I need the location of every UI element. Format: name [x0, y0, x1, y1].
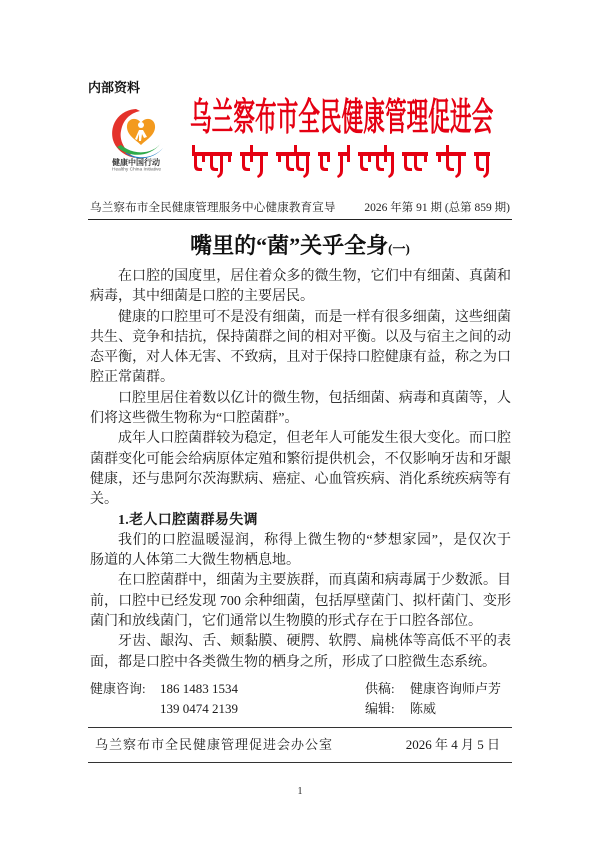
paragraph-line: 态平衡，对人体无害、不致病，且对于保持口腔健康有益，称之为口	[90, 350, 511, 366]
consult-phone-1: 186 1483 1534	[160, 681, 238, 696]
article-title-text: 嘴里的“菌”关乎全身	[190, 233, 389, 258]
section-heading-text: 1.老人口腔菌群易失调	[118, 512, 258, 528]
publication-info-row	[90, 200, 510, 216]
masthead-divider	[88, 219, 512, 220]
paragraph-line: 在口腔的国度里，居住着众多的微生物，它们中有细菌、真菌和	[118, 269, 511, 284]
paragraph-line: 肠道的人体第二大微生物栖息地。	[90, 553, 300, 569]
logo-caption-cn: 健康中国行动	[112, 158, 160, 167]
consult-phone-2: 139 0474 2139	[160, 701, 238, 716]
paragraph	[90, 429, 511, 510]
section-heading	[90, 511, 511, 531]
contributor-name: 健康咨询师卢芳	[410, 681, 502, 696]
paragraph-line: 们将这些微生物称为“口腔菌群”。	[90, 411, 299, 427]
paragraph-line: 菌群变化可能会给病原体定殖和繁衍提供机会，不仅影响牙齿和牙龈	[90, 451, 511, 467]
paragraph	[90, 308, 511, 389]
paragraph-line: 关。	[90, 492, 118, 508]
footer-office: 乌兰察布市全民健康管理促进会办公室	[95, 737, 334, 752]
article-title	[0, 233, 600, 262]
paragraph	[90, 571, 511, 632]
paragraph	[90, 389, 511, 430]
page-number: 1	[297, 786, 303, 797]
footer-row	[95, 736, 500, 754]
article-part-label: (一)	[388, 241, 410, 256]
footer-top-rule	[88, 727, 512, 728]
paragraph	[90, 632, 511, 673]
paragraph-line: 成年人口腔菌群较为稳定，但老年人可能发生很大变化。而口腔	[118, 431, 511, 447]
paragraph-line: 病毒，其中细菌是口腔的主要居民。	[90, 289, 314, 305]
paragraph	[90, 267, 511, 308]
paragraph-line: 前，口腔中已经发现 700 余种细菌，包括厚壁菌门、拟杆菌门、变形	[90, 593, 511, 609]
healthy-china-logo	[106, 104, 166, 162]
paragraph-line: 我们的口腔温暖湿润，称得上微生物的“梦想家园”，是仅次于	[118, 532, 511, 548]
editor-label: 编辑:	[365, 701, 395, 716]
paragraph-line: 健康的口腔里可不是没有细菌，而是一样有很多细菌，这些细菌	[118, 309, 511, 325]
org-title: 乌兰察布市全民健康管理促进会	[190, 97, 494, 139]
paragraph-line: 共生、竞争和拮抗，保持菌群之间的相对平衡。以及与宿主之间的动	[90, 329, 511, 345]
mongolian-script-title	[188, 142, 494, 184]
article-body	[90, 267, 511, 673]
paragraph-line: 口腔里居住着数以亿计的微生物，包括细菌、病毒和真菌等，人	[118, 390, 511, 406]
paragraph	[90, 531, 511, 572]
paragraph-line: 在口腔菌群中，细菌为主要族群，而真菌和病毒属于少数派。目	[118, 573, 511, 589]
classification-label: 内部资料	[88, 80, 141, 95]
logo-caption-en: Healthy China Initiative	[112, 166, 162, 172]
footer-date: 2026 年 4 月 5 日	[405, 737, 500, 752]
editor-name: 陈威	[410, 701, 437, 716]
paragraph-line: 健康，还与患阿尔茨海默病、癌症、心血管疾病、消化系统疾病等有	[90, 471, 511, 487]
footer-bottom-rule	[88, 762, 512, 763]
paragraph-line: 腔正常菌群。	[90, 370, 174, 386]
paragraph-line: 面，都是口腔中各类微生物的栖身之所，形成了口腔微生态系统。	[90, 654, 496, 670]
contributor-label: 供稿:	[365, 681, 395, 696]
consult-label: 健康咨询:	[90, 681, 146, 696]
paragraph-line: 菌门和放线菌门，它们通常以生物膜的形式存在于口腔各部位。	[90, 614, 482, 630]
issue-number: 2026 年第 91 期 (总第 859 期)	[364, 202, 510, 214]
paragraph-line: 牙齿、龈沟、舌、颊黏膜、硬腭、软腭、扁桃体等高低不平的表	[118, 634, 511, 650]
publisher-line: 乌兰察布市全民健康管理服务中心健康教育宣导	[90, 202, 336, 214]
